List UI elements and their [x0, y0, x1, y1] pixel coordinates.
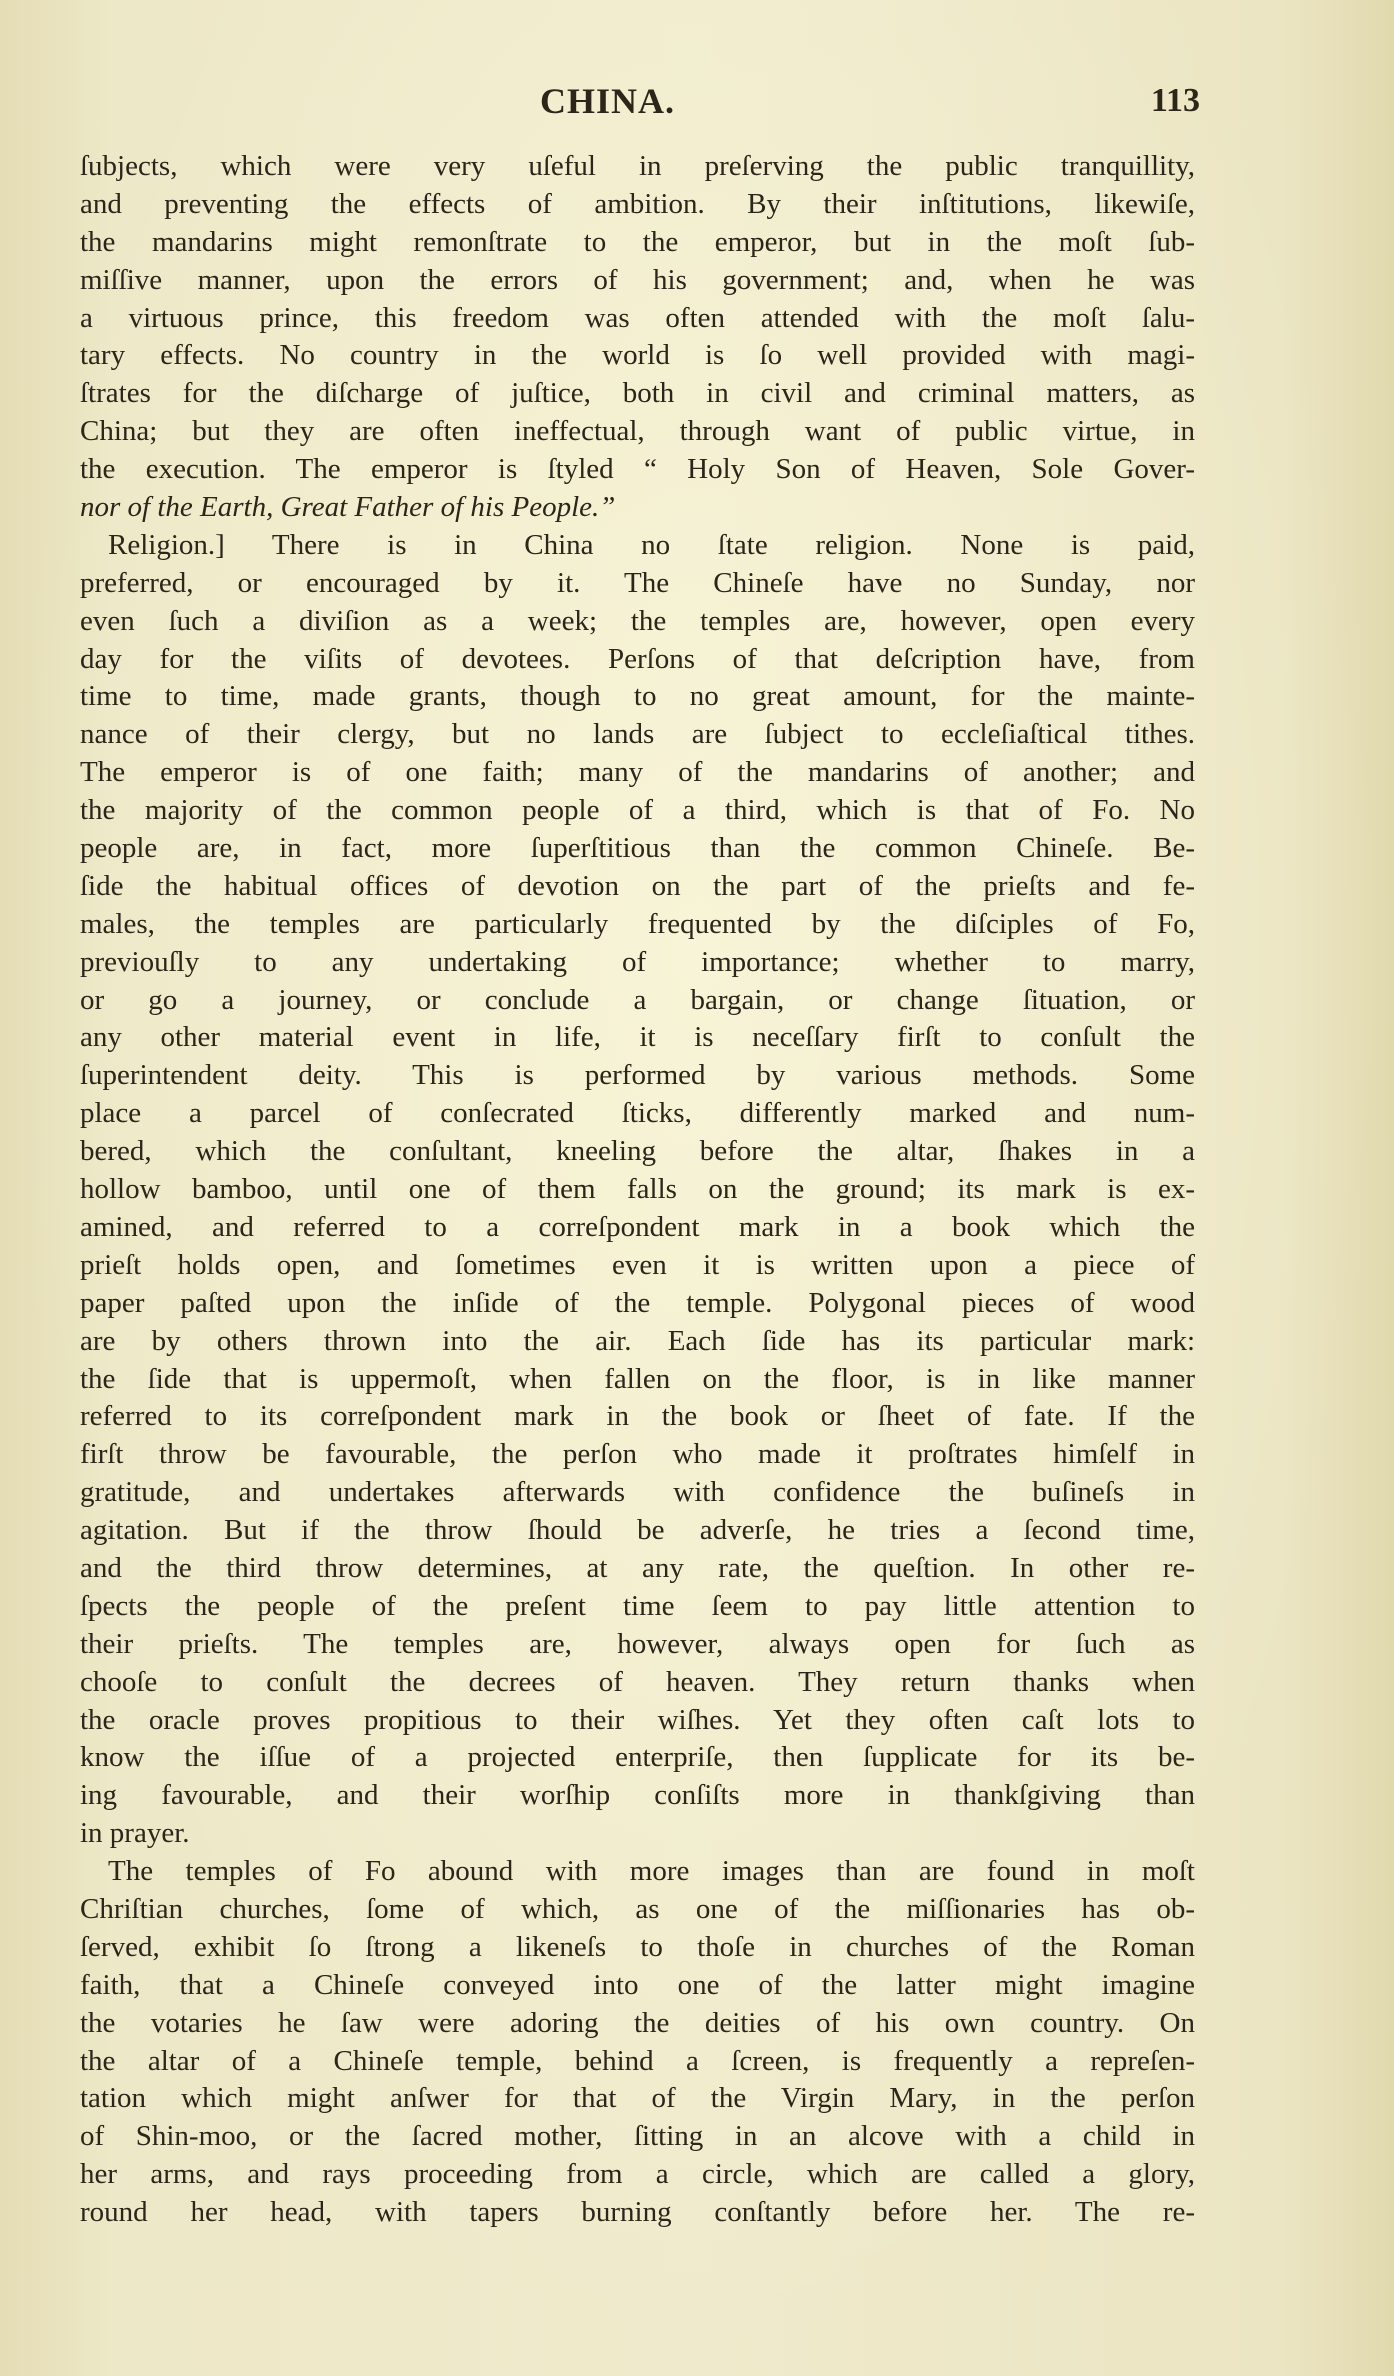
body-text: [80, 148, 1195, 2232]
text-line: ing favourable, and their worſhip conſiſts more in thankſgiving than: [80, 1779, 1195, 1812]
text-line: firſt throw be favourable, the perſon who made it proſtrates himſelf in: [80, 1438, 1195, 1471]
text-line: even ſuch a diviſion as a week; the temples are, however, open every: [80, 604, 1195, 637]
text-line: the execution. The emperor is ſtyled “ Holy Son of Heaven, Sole Gover-: [80, 453, 1195, 486]
text-line: and preventing the effects of ambition. By their inſtitutions, likewiſe,: [80, 187, 1195, 220]
text-line: nance of their clergy, but no lands are ſubject to eccleſiaſtical tithes.: [80, 718, 1195, 751]
text-line: their prieſts. The temples are, however, always open for ſuch as: [80, 1627, 1195, 1660]
text-line: chooſe to conſult the decrees of heaven. They return thanks when: [80, 1665, 1195, 1698]
text-line: previouſly to any undertaking of importance; whether to marry,: [80, 945, 1195, 978]
text-line: tary effects. No country in the world is ſo well provided with magi-: [80, 339, 1195, 372]
text-line: the oracle proves propitious to their wiſhes. Yet they often caſt lots to: [80, 1703, 1195, 1736]
text-line: gratitude, and undertakes afterwards with confidence the buſineſs in: [80, 1476, 1195, 1509]
text-line: ſubjects, which were very uſeful in preſerving the public tranquillity,: [80, 150, 1195, 182]
text-line: ſuperintendent deity. This is performed by various methods. Some: [80, 1059, 1195, 1092]
text-line: bered, which the conſultant, kneeling before the altar, ſhakes in a: [80, 1135, 1195, 1168]
text-line: China; but they are often ineffectual, through want of public virtue, in: [80, 415, 1195, 448]
text-line: amined, and referred to a correſpondent mark in a book which the: [80, 1210, 1195, 1243]
text-line: ſerved, exhibit ſo ſtrong a likeneſs to thoſe in churches of the Roman: [80, 1930, 1195, 1963]
text-line: hollow bamboo, until one of them falls on the ground; its mark is ex-: [80, 1173, 1195, 1206]
text-line: are by others thrown into the air. Each ſide has its particular mark:: [80, 1324, 1195, 1357]
text-line: ſpects the people of the preſent time ſeem to pay little attention to: [80, 1589, 1195, 1622]
page-number: 113: [1150, 82, 1200, 119]
text-line: or go a journey, or conclude a bargain, or change ſituation, or: [80, 983, 1195, 1016]
text-line: the votaries he ſaw were adoring the deities of his own country. On: [80, 2006, 1195, 2039]
text-line: round her head, with tapers burning conſtantly before her. The re-: [80, 2196, 1195, 2229]
section-heading-religion: Religion.] There is in China no ſtate religion. None is paid,: [108, 528, 1195, 561]
text-line: Chriſtian churches, ſome of which, as one of the miſſionaries has ob-: [80, 1892, 1195, 1925]
text-line: know the iſſue of a projected enterpriſe, then ſupplicate for its be-: [80, 1741, 1195, 1774]
text-line: nor of the Earth, Great Father of his People.”: [80, 491, 616, 524]
text-line: prieſt holds open, and ſometimes even it is written upon a piece of: [80, 1248, 1195, 1281]
text-line: males, the temples are particularly frequented by the diſciples of Fo,: [80, 907, 1195, 940]
text-line: the majority of the common people of a third, which is that of Fo. No: [80, 794, 1195, 827]
text-line: the mandarins might remonſtrate to the emperor, but in the moſt ſub-: [80, 225, 1195, 258]
text-line: tation which might anſwer for that of the Virgin Mary, in the perſon: [80, 2082, 1195, 2115]
text-line: the altar of a Chineſe temple, behind a ſcreen, is frequently a repreſen-: [80, 2044, 1195, 2077]
text-line: her arms, and rays proceeding from a circle, which are called a glory,: [80, 2158, 1195, 2191]
text-line: The temples of Fo abound with more images than are found in moſt: [108, 1855, 1195, 1888]
text-line: The emperor is of one faith; many of the mandarins of another; and: [80, 756, 1195, 789]
text-line: the ſide that is uppermoſt, when fallen on the floor, is in like manner: [80, 1362, 1195, 1395]
text-line: time to time, made grants, though to no great amount, for the mainte-: [80, 680, 1195, 713]
text-line: miſſive manner, upon the errors of his government; and, when he was: [80, 263, 1195, 296]
text-line: in prayer.: [80, 1817, 190, 1850]
text-line: ſide the habitual offices of devotion on the part of the prieſts and fe-: [80, 869, 1195, 902]
text-line: people are, in fact, more ſuperſtitious than the common Chineſe. Be-: [80, 832, 1195, 865]
text-line: faith, that a Chineſe conveyed into one of the latter might imagine: [80, 1968, 1195, 2001]
text-line: referred to its correſpondent mark in the book or ſheet of fate. If the: [80, 1400, 1195, 1433]
text-line: of Shin-moo, or the ſacred mother, ſitting in an alcove with a child in: [80, 2120, 1195, 2153]
text-line: ſtrates for the diſcharge of juſtice, both in civil and criminal matters, as: [80, 377, 1195, 410]
text-line: place a parcel of conſecrated ſticks, differently marked and num-: [80, 1097, 1195, 1130]
text-line: paper paſted upon the inſide of the temple. Polygonal pieces of wood: [80, 1286, 1195, 1319]
text-line: preferred, or encouraged by it. The Chineſe have no Sunday, nor: [80, 566, 1195, 599]
text-line: and the third throw determines, at any rate, the queſtion. In other re-: [80, 1551, 1195, 1584]
text-line: any other material event in life, it is neceſſary firſt to conſult the: [80, 1021, 1195, 1054]
text-line: agitation. But if the throw ſhould be adverſe, he tries a ſecond time,: [80, 1514, 1195, 1547]
page-title: CHINA.: [540, 81, 676, 121]
text-line: day for the viſits of devotees. Perſons of that deſcription have, from: [80, 642, 1195, 675]
text-line: a virtuous prince, this freedom was often attended with the moſt ſalu-: [80, 301, 1195, 334]
running-header: [80, 80, 1200, 130]
